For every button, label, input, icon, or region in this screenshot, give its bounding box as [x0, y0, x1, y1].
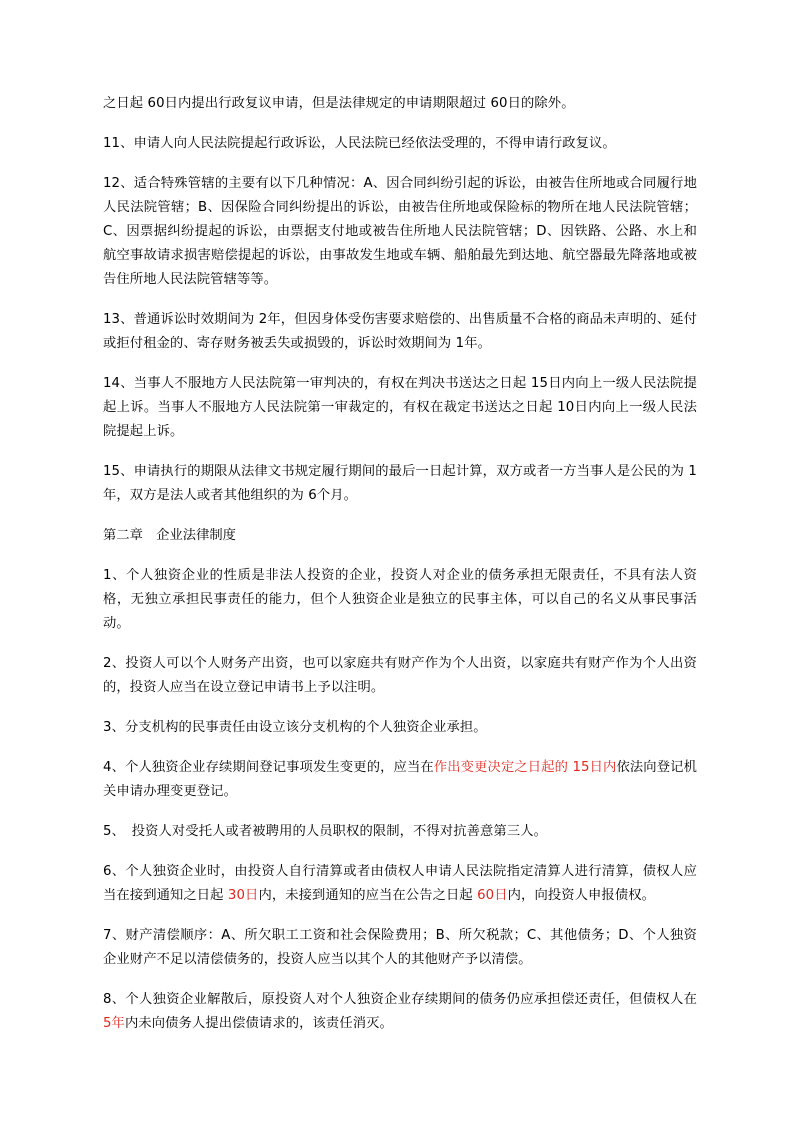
paragraph-text: 3、分支机构的民事责任由设立该分支机构的个人独资企业承担。 [103, 720, 487, 735]
paragraph-text: 13、普通诉讼时效期间为 2年，但因身体受伤害要求赔偿的、出售质量不合格的商品未声明的、延付或拒付租金的、寄存财务被丢失或损毁的，诉讼时效期间为 1年。 [103, 312, 697, 351]
chapter2-paragraph-2 [103, 652, 697, 700]
paragraph-text: 依法向登记机关申请办理变更登记。 [103, 760, 697, 799]
highlighted-deadline: 5年 [103, 1016, 125, 1031]
paragraph-text: 5、 投资人对受托人或者被聘用的人员职权的限制，不得对抗善意第三人。 [103, 824, 548, 839]
chapter2-paragraph-3 [103, 716, 697, 740]
paragraph-text: 2、投资人可以个人财务产出资，也可以家庭共有财产作为个人出资，以家庭共有财产作为个人出资的，投资人应当在设立登记申请书上予以注明。 [103, 656, 697, 695]
paragraph-text: 内，向投资人申报债权。 [507, 888, 656, 903]
chapter2-paragraph-7 [103, 924, 697, 972]
document-page [103, 92, 697, 1052]
paragraph-14 [103, 372, 697, 444]
paragraph-text: 11、申请人向人民法院提起行政诉讼，人民法院已经依法受理的，不得申请行政复议。 [103, 136, 616, 151]
paragraph-text: 之日起 60日内提出行政复议申请，但是法律规定的申请期限超过 60日的除外。 [103, 96, 575, 111]
paragraph-text: 12、适合特殊管辖的主要有以下几种情况：A、因合同纠纷引起的诉讼，由被告住所地或合同履行地人民法院管辖；B、因保险合同纠纷提出的诉讼，由被告住所地或保险标的物所在地人民法院管辖；C、因票据纠纷提起的诉讼，由票据支付地或被告住所地人民法院管辖；D、因铁路、公路、水上和航空事故请求损害赔偿提起的诉讼，由事故发生地或车辆、船舶最先到达地、航空器最先降落地或被告住所地人民法院管辖等等。 [103, 176, 697, 287]
paragraph-text: 15、申请执行的期限从法律文书规定履行期间的最后一日起计算，双方或者一方当事人是公民的为 1年，双方是法人或者其他组织的为 6个月。 [103, 464, 697, 503]
paragraph-text: 内，未接到通知的应当在公告之日起 [258, 888, 478, 903]
paragraph-text: 6、个人独资企业时，由投资人自行清算或者由债权人申请人民法院指定清算人进行清算，债权人应当在接到通知之日起 [103, 864, 697, 903]
chapter2-paragraph-1 [103, 564, 697, 636]
paragraph-text: 4、个人独资企业存续期间登记事项发生变更的，应当在 [103, 760, 434, 775]
paragraph-11 [103, 132, 697, 156]
paragraph-text: 内未向债务人提出偿债请求的，该责任消灭。 [124, 1016, 393, 1031]
paragraph-text: 1、个人独资企业的性质是非法人投资的企业，投资人对企业的债务承担无限责任，不具有法人资格，无独立承担民事责任的能力，但个人独资企业是独立的民事主体，可以自己的名义从事民事活动。 [103, 568, 697, 631]
chapter2-paragraph-6 [103, 860, 697, 908]
chapter-title: 第二章 企业法律制度 [103, 528, 236, 543]
paragraph-admin-review-deadline [103, 92, 697, 116]
paragraph-15 [103, 460, 697, 508]
chapter-heading [103, 524, 697, 548]
chapter2-paragraph-8 [103, 988, 697, 1036]
paragraph-text: 7、财产清偿顺序：A、所欠职工工资和社会保险费用；B、所欠税款；C、其他债务；D、个人独资企业财产不足以清偿债务的，投资人应当以其个人的其他财产予以清偿。 [103, 928, 697, 967]
paragraph-text: 14、当事人不服地方人民法院第一审判决的，有权在判决书送达之日起 15日内向上一级人民法院提起上诉。当事人不服地方人民法院第一审裁定的，有权在裁定书送达之日起 10日内向上一级人民法院提起上诉。 [103, 376, 697, 439]
paragraph-text: 8、个人独资企业解散后，原投资人对个人独资企业存续期间的债务仍应承担偿还责任，但债权人在 [103, 992, 697, 1007]
chapter2-paragraph-5 [103, 820, 697, 844]
highlighted-deadline: 作出变更决定之日起的 15日内 [433, 760, 617, 775]
chapter2-paragraph-4 [103, 756, 697, 804]
highlighted-deadline: 60日 [477, 888, 508, 903]
highlighted-deadline: 30日 [227, 888, 259, 903]
paragraph-12 [103, 172, 697, 292]
paragraph-13 [103, 308, 697, 356]
